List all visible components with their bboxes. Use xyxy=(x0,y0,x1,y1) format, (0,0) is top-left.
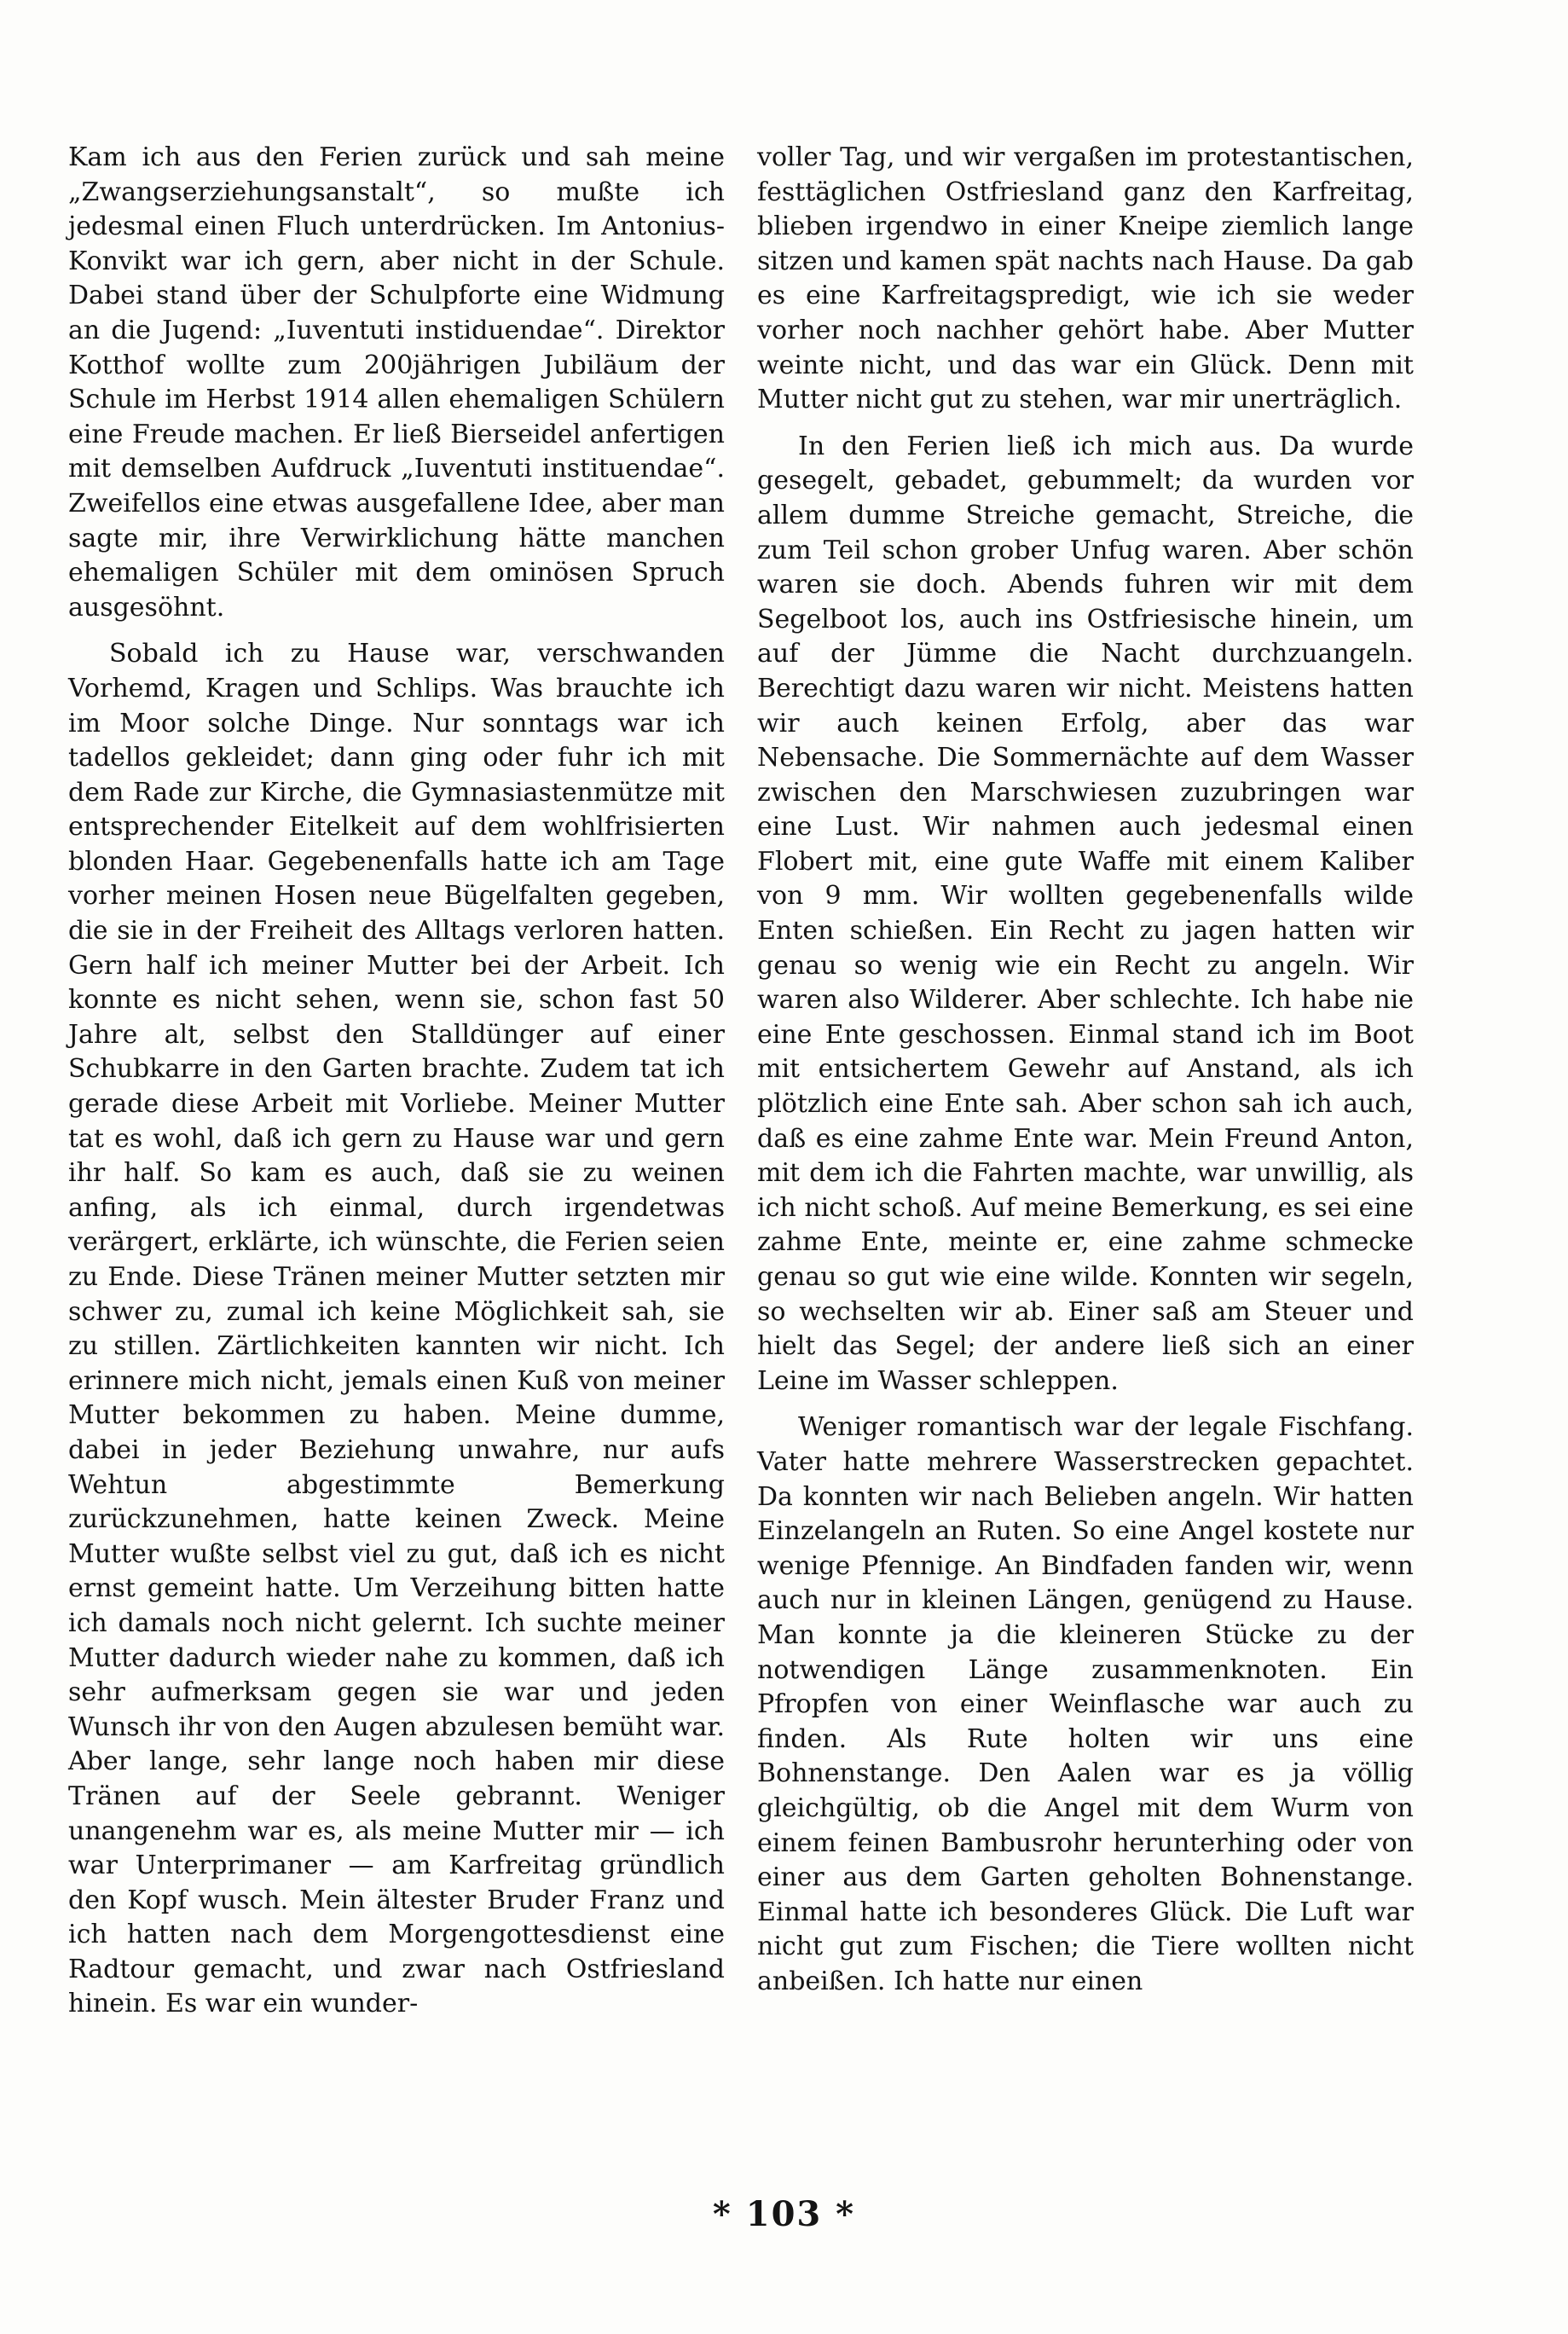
paragraph: In den Ferien ließ ich mich aus. Da wurde gesegelt, gebadet, gebummelt; da wurden vor allem dumme Streiche gemacht, Streiche, die zum Teil schon grober Unfug waren. Aber schön waren sie doch. Abends fuhren wir mit dem Segelboot los, auch ins Ostfriesische hinein, um auf der Jümme die Nacht durchzuangeln. Berechtigt dazu waren wir nicht. Meistens hatten wir auch keinen Erfolg, aber das war Nebensache. Die Sommernächte auf dem Wasser zwischen den Marschwiesen zuzubringen war eine Lust. Wir nahmen auch jedesmal einen Flobert mit, eine gute Waffe mit einem Kaliber von 9 mm. Wir wollten gegebenenfalls wilde Enten schießen. Ein Recht zu jagen hatten wir genau so wenig wie ein Recht zu angeln. Wir waren also Wilderer. Aber schlechte. Ich habe nie eine Ente geschossen. Einmal stand ich im Boot mit entsichertem Gewehr auf Anstand, als ich plötzlich eine Ente sah. Aber schon sah ich auch, daß es eine zahme Ente war. Mein Freund Anton, mit dem ich die Fahrten machte, war unwillig, als ich nicht schoß. Auf meine Bemerkung, es sei eine zahme Ente, meinte er, eine zahme schmecke genau so gut wie eine wilde. Konnten wir segeln, so wechselten wir ab. Einer saß am Steuer und hielt das Segel; der andere ließ sich an einer Leine im Wasser schleppen. xyxy=(757,431,1414,1396)
page-number: * 103 * xyxy=(712,2194,856,2234)
paragraph: voller Tag, und wir vergaßen im protestantischen, festtäglichen Ostfriesland ganz den Karfreitag, blieben irgendwo in einer Kneipe ziemlich lange sitzen und kamen spät nachts nach Hause. Da gab es eine Karfreitagspredigt, wie ich sie weder vorher noch nachher gehört habe. Aber Mutter weinte nicht, und das war ein Glück. Denn mit Mutter nicht gut zu stehen, war mir unerträglich. xyxy=(757,142,1414,415)
paragraph: Kam ich aus den Ferien zurück und sah meine „Zwangserziehungsanstalt“, so mußte ich jedesmal einen Fluch unterdrücken. Im Antonius-Konvikt war ich gern, aber nicht in der Schule. Dabei stand über der Schulpforte eine Widmung an die Jugend: „Iuventuti instiduendae“. Direktor Kotthof wollte zum 200jährigen Jubiläum der Schule im Herbst 1914 allen ehemaligen Schülern eine Freude machen. Er ließ Bierseidel anfertigen mit demselben Aufdruck „Iuventuti instituendae“. Zweifellos eine etwas ausgefallene Idee, aber man sagte mir, ihre Verwirklichung hätte manchen ehemaligen Schüler mit dem ominösen Spruch ausgesöhnt. xyxy=(68,142,725,623)
left-column xyxy=(68,141,725,2034)
paragraph: Sobald ich zu Hause war, verschwanden Vorhemd, Kragen und Schlips. Was brauchte ich im Moor solche Dinge. Nur sonntags war ich tadellos gekleidet; dann ging oder fuhr ich mit dem Rade zur Kirche, die Gymnasiastenmütze mit entsprechender Eitelkeit auf dem wohlfrisierten blonden Haar. Gegebenenfalls hatte ich am Tage vorher meinen Hosen neue Bügelfalten gegeben, die sie in der Freiheit des Alltags verloren hatten. Gern half ich meiner Mutter bei der Arbeit. Ich konnte es nicht sehen, wenn sie, schon fast 50 Jahre alt, selbst den Stalldünger auf einer Schubkarre in den Garten brachte. Zudem tat ich gerade diese Arbeit mit Vorliebe. Meiner Mutter tat es wohl, daß ich gern zu Hause war und gern ihr half. So kam es auch, daß sie zu weinen anfing, als ich einmal, durch irgendetwas verärgert, erklärte, ich wünschte, die Ferien seien zu Ende. Diese Tränen meiner Mutter setzten mir schwer zu, zumal ich keine Möglichkeit sah, sie zu stillen. Zärtlichkeiten kannten wir nicht. Ich erinnere mich nicht, jemals einen Kuß von meiner Mutter bekommen zu haben. Meine dumme, dabei in jeder Beziehung unwahre, nur aufs Wehtun abgestimmte Bemerkung zurückzunehmen, hatte keinen Zweck. Meine Mutter wußte selbst viel zu gut, daß ich es nicht ernst gemeint hatte. Um Verzeihung bitten hatte ich damals noch nicht gelernt. Ich suchte meiner Mutter dadurch wieder nahe zu kommen, daß ich sehr aufmerksam gegen sie war und jeden Wunsch ihr von den Augen abzulesen bemüht war. Aber lange, sehr lange noch haben mir diese Tränen auf der Seele gebrannt. Weniger unangenehm war es, als meine Mutter mir — ich war Unterprimaner — am Karfreitag gründlich den Kopf wusch. Mein ältester Bruder Franz und ich hatten nach dem Morgengottesdienst eine Radtour gemacht, und zwar nach Ostfriesland hinein. Es war ein wunder- xyxy=(68,639,725,2019)
paragraph: Weniger romantisch war der legale Fischfang. Vater hatte mehrere Wasserstrecken gepachtet. Da konnten wir nach Belieben angeln. Wir hatten Einzelangeln an Ruten. So eine Angel kostete nur wenige Pfennige. An Bindfaden fanden wir, wenn auch nur in kleinen Längen, genügend zu Hause. Man konnte ja die kleineren Stücke zu der notwendigen Länge zusammenknoten. Ein Pfropfen von einer Weinflasche war auch zu finden. Als Rute holten wir uns eine Bohnenstange. Den Aalen war es ja völlig gleichgültig, ob die Angel mit dem Wurm von einem feinen Bambusrohr herunterhing oder von einer aus dem Garten geholten Bohnenstange. Einmal hatte ich besonderes Glück. Die Luft war nicht gut zum Fischen; die Tiere wollten nicht anbeißen. Ich hatte nur einen xyxy=(757,1412,1414,1996)
right-column xyxy=(757,141,1414,2011)
